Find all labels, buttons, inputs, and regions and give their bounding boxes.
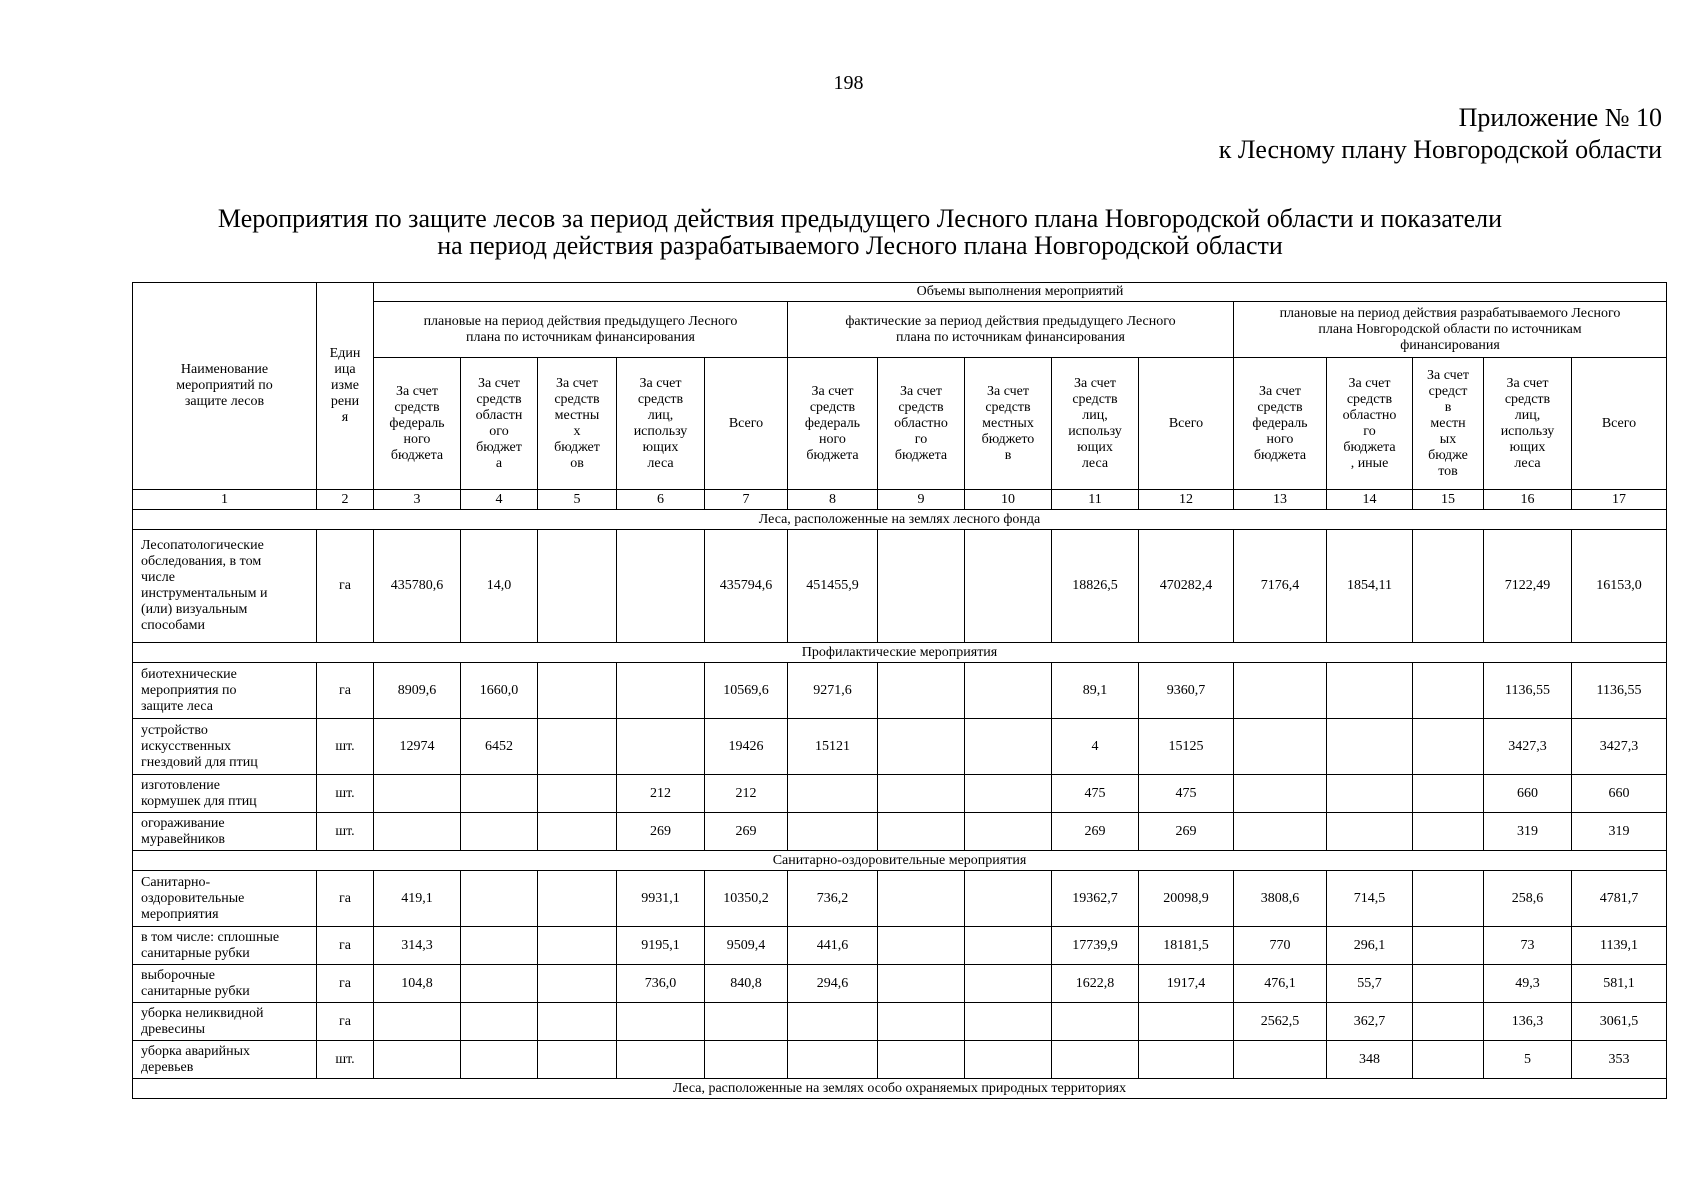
value-cell: [705, 1041, 788, 1079]
value-cell: [617, 663, 705, 719]
value-cell: 435794,6: [705, 530, 788, 643]
measure-name: уборка аварийных деревьев: [133, 1041, 317, 1079]
header-subcolumn: За счет средств федераль ного бюджета: [374, 358, 461, 490]
table-row: [133, 927, 1667, 965]
value-cell: 3427,3: [1484, 719, 1572, 775]
section-title: Леса, расположенные на землях лесного фонда: [133, 510, 1667, 530]
header-subcolumn: Всего: [1139, 358, 1234, 490]
value-cell: 3808,6: [1234, 871, 1327, 927]
value-cell: [1327, 719, 1413, 775]
value-cell: [1413, 1041, 1484, 1079]
value-cell: 258,6: [1484, 871, 1572, 927]
table-row: [133, 663, 1667, 719]
value-cell: [1413, 530, 1484, 643]
value-cell: 212: [705, 775, 788, 813]
measure-unit: шт.: [317, 1041, 374, 1079]
header-volumes: Объемы выполнения мероприятий: [374, 283, 1667, 302]
value-cell: 435780,6: [374, 530, 461, 643]
value-cell: [788, 813, 878, 851]
header-subcolumn: Всего: [705, 358, 788, 490]
header-subcolumn: За счет средств лиц, использу ющих леса: [1484, 358, 1572, 490]
table-row: [133, 965, 1667, 1003]
header-subcolumn: За счет средств областно го бюджета , иные: [1327, 358, 1413, 490]
measure-unit: га: [317, 965, 374, 1003]
value-cell: [965, 965, 1052, 1003]
value-cell: 294,6: [788, 965, 878, 1003]
section-row: [133, 851, 1667, 871]
value-cell: [461, 775, 538, 813]
measure-name: изготовление кормушек для птиц: [133, 775, 317, 813]
table-row: [133, 1041, 1667, 1079]
column-number: 10: [965, 490, 1052, 510]
value-cell: 470282,4: [1139, 530, 1234, 643]
value-cell: [878, 813, 965, 851]
value-cell: 1136,55: [1484, 663, 1572, 719]
value-cell: 5: [1484, 1041, 1572, 1079]
table-row: [133, 719, 1667, 775]
value-cell: 55,7: [1327, 965, 1413, 1003]
appendix-heading: [1219, 102, 1662, 166]
column-number: 12: [1139, 490, 1234, 510]
value-cell: 319: [1484, 813, 1572, 851]
value-cell: 736,2: [788, 871, 878, 927]
value-cell: 348: [1327, 1041, 1413, 1079]
value-cell: [617, 1041, 705, 1079]
value-cell: [878, 965, 965, 1003]
measure-unit: шт.: [317, 813, 374, 851]
value-cell: [1139, 1041, 1234, 1079]
table-row: [133, 1003, 1667, 1041]
value-cell: [965, 1003, 1052, 1041]
value-cell: [538, 530, 617, 643]
table-row: [133, 813, 1667, 851]
section-row: [133, 643, 1667, 663]
value-cell: [538, 1041, 617, 1079]
column-number: 2: [317, 490, 374, 510]
value-cell: [878, 927, 965, 965]
value-cell: 840,8: [705, 965, 788, 1003]
value-cell: 269: [1139, 813, 1234, 851]
header-subcolumn: За счет средств лиц, использу ющих леса: [1052, 358, 1139, 490]
value-cell: [965, 530, 1052, 643]
measure-name: огораживание муравейников: [133, 813, 317, 851]
value-cell: 10350,2: [705, 871, 788, 927]
column-number: 15: [1413, 490, 1484, 510]
value-cell: 4: [1052, 719, 1139, 775]
measure-name: в том числе: сплошные санитарные рубки: [133, 927, 317, 965]
column-number: 9: [878, 490, 965, 510]
table-body: [133, 283, 1667, 1099]
value-cell: 362,7: [1327, 1003, 1413, 1041]
value-cell: 581,1: [1572, 965, 1667, 1003]
header-name: Наименование мероприятий по защите лесов: [133, 283, 317, 490]
value-cell: 770: [1234, 927, 1327, 965]
header-column-numbers-row: [133, 490, 1667, 510]
value-cell: [878, 1003, 965, 1041]
column-number: 5: [538, 490, 617, 510]
header-group-planned-new: плановые на период действия разрабатываемого Лесного плана Новгородской области по источникам финансирования: [1234, 302, 1667, 358]
value-cell: 49,3: [1484, 965, 1572, 1003]
value-cell: 441,6: [788, 927, 878, 965]
document-title-line-1: Мероприятия по защите лесов за период действия предыдущего Лесного плана Новгородской области и показатели: [217, 204, 1503, 233]
value-cell: [538, 775, 617, 813]
value-cell: [878, 719, 965, 775]
measure-name: Санитарно- оздоровительные мероприятия: [133, 871, 317, 927]
value-cell: 73: [1484, 927, 1572, 965]
column-number: 11: [1052, 490, 1139, 510]
value-cell: [461, 1003, 538, 1041]
value-cell: 3061,5: [1572, 1003, 1667, 1041]
value-cell: [965, 927, 1052, 965]
value-cell: [878, 775, 965, 813]
measure-unit: шт.: [317, 719, 374, 775]
value-cell: [1234, 663, 1327, 719]
value-cell: 9195,1: [617, 927, 705, 965]
value-cell: 3427,3: [1572, 719, 1667, 775]
measures-table: [132, 282, 1667, 1099]
value-cell: [965, 775, 1052, 813]
value-cell: 20098,9: [1139, 871, 1234, 927]
value-cell: 1854,11: [1327, 530, 1413, 643]
value-cell: 6452: [461, 719, 538, 775]
value-cell: [538, 663, 617, 719]
value-cell: [878, 663, 965, 719]
section-title: Санитарно-оздоровительные мероприятия: [133, 851, 1667, 871]
value-cell: 1139,1: [1572, 927, 1667, 965]
value-cell: 12974: [374, 719, 461, 775]
value-cell: 660: [1484, 775, 1572, 813]
measure-unit: га: [317, 927, 374, 965]
value-cell: [374, 775, 461, 813]
value-cell: [788, 1041, 878, 1079]
value-cell: 1917,4: [1139, 965, 1234, 1003]
value-cell: 8909,6: [374, 663, 461, 719]
value-cell: [1413, 663, 1484, 719]
value-cell: 7122,49: [1484, 530, 1572, 643]
value-cell: [1413, 927, 1484, 965]
measure-name: устройство искусственных гнездовий для птиц: [133, 719, 317, 775]
page-number: 198: [833, 72, 864, 94]
value-cell: [538, 965, 617, 1003]
value-cell: [788, 775, 878, 813]
column-number: 8: [788, 490, 878, 510]
value-cell: [878, 871, 965, 927]
value-cell: [878, 1041, 965, 1079]
value-cell: 353: [1572, 1041, 1667, 1079]
value-cell: 2562,5: [1234, 1003, 1327, 1041]
value-cell: [1413, 719, 1484, 775]
value-cell: 714,5: [1327, 871, 1413, 927]
value-cell: [461, 1041, 538, 1079]
column-number: 16: [1484, 490, 1572, 510]
table-row: [133, 775, 1667, 813]
value-cell: [1234, 1041, 1327, 1079]
measure-name: биотехнические мероприятия по защите леса: [133, 663, 317, 719]
value-cell: [461, 871, 538, 927]
value-cell: [965, 719, 1052, 775]
column-number: 6: [617, 490, 705, 510]
value-cell: 212: [617, 775, 705, 813]
column-number: 14: [1327, 490, 1413, 510]
value-cell: 17739,9: [1052, 927, 1139, 965]
value-cell: [538, 719, 617, 775]
section-row: [133, 1079, 1667, 1099]
column-number: 3: [374, 490, 461, 510]
column-number: 4: [461, 490, 538, 510]
value-cell: 476,1: [1234, 965, 1327, 1003]
value-cell: [1413, 965, 1484, 1003]
value-cell: [461, 927, 538, 965]
value-cell: [878, 530, 965, 643]
value-cell: 4781,7: [1572, 871, 1667, 927]
value-cell: 296,1: [1327, 927, 1413, 965]
value-cell: 9360,7: [1139, 663, 1234, 719]
value-cell: 475: [1139, 775, 1234, 813]
section-title: Леса, расположенные на землях особо охраняемых природных территориях: [133, 1079, 1667, 1099]
column-number: 1: [133, 490, 317, 510]
measure-name: выборочные санитарные рубки: [133, 965, 317, 1003]
column-number: 17: [1572, 490, 1667, 510]
value-cell: 419,1: [374, 871, 461, 927]
header-subcolumn: За счет средств областн ого бюджет а: [461, 358, 538, 490]
value-cell: [538, 871, 617, 927]
value-cell: 9931,1: [617, 871, 705, 927]
value-cell: [705, 1003, 788, 1041]
value-cell: 10569,6: [705, 663, 788, 719]
value-cell: [1139, 1003, 1234, 1041]
header-subcolumn: За счет средств федераль ного бюджета: [788, 358, 878, 490]
value-cell: 1660,0: [461, 663, 538, 719]
value-cell: 9509,4: [705, 927, 788, 965]
value-cell: [1234, 719, 1327, 775]
appendix-line-1: Приложение № 10: [1458, 103, 1662, 132]
value-cell: 1136,55: [1572, 663, 1667, 719]
header-subcolumn: За счет средств федераль ного бюджета: [1234, 358, 1327, 490]
header-subcolumn: За счет средств лиц, использу ющих леса: [617, 358, 705, 490]
value-cell: [461, 965, 538, 1003]
value-cell: [788, 1003, 878, 1041]
value-cell: [538, 813, 617, 851]
value-cell: 1622,8: [1052, 965, 1139, 1003]
value-cell: 319: [1572, 813, 1667, 851]
value-cell: [1413, 813, 1484, 851]
value-cell: 660: [1572, 775, 1667, 813]
value-cell: 314,3: [374, 927, 461, 965]
value-cell: [374, 813, 461, 851]
value-cell: [1052, 1041, 1139, 1079]
value-cell: 269: [1052, 813, 1139, 851]
header-group-actual-prev: фактические за период действия предыдущего Лесного плана по источникам финансирования: [788, 302, 1234, 358]
value-cell: 18181,5: [1139, 927, 1234, 965]
measure-unit: га: [317, 663, 374, 719]
value-cell: 89,1: [1052, 663, 1139, 719]
header-subcolumn: За счет средств местных бюджето в: [965, 358, 1052, 490]
value-cell: [1413, 1003, 1484, 1041]
value-cell: 104,8: [374, 965, 461, 1003]
header-group-planned-prev: плановые на период действия предыдущего Лесного плана по источникам финансирования: [374, 302, 788, 358]
value-cell: [965, 871, 1052, 927]
measure-unit: га: [317, 1003, 374, 1041]
value-cell: [1327, 775, 1413, 813]
value-cell: [1234, 775, 1327, 813]
column-number: 13: [1234, 490, 1327, 510]
value-cell: 15125: [1139, 719, 1234, 775]
value-cell: [538, 1003, 617, 1041]
document-title-line-2: на период действия разрабатываемого Лесного плана Новгородской области: [437, 231, 1283, 260]
value-cell: [1327, 663, 1413, 719]
value-cell: [1413, 871, 1484, 927]
document-title: [150, 205, 1570, 259]
value-cell: [617, 1003, 705, 1041]
value-cell: [965, 1041, 1052, 1079]
measure-name: Лесопатологические обследования, в том числе инструментальным и (или) визуальным способами: [133, 530, 317, 643]
value-cell: 269: [705, 813, 788, 851]
header-subcolumn: Всего: [1572, 358, 1667, 490]
measure-name: уборка неликвидной древесины: [133, 1003, 317, 1041]
value-cell: [374, 1003, 461, 1041]
value-cell: 15121: [788, 719, 878, 775]
header-subcolumn: За счет средст в местн ых бюдже тов: [1413, 358, 1484, 490]
header-unit: Един ица изме рени я: [317, 283, 374, 490]
value-cell: 7176,4: [1234, 530, 1327, 643]
column-number: 7: [705, 490, 788, 510]
value-cell: 19426: [705, 719, 788, 775]
value-cell: [374, 1041, 461, 1079]
value-cell: [1327, 813, 1413, 851]
measure-unit: шт.: [317, 775, 374, 813]
measure-unit: га: [317, 871, 374, 927]
value-cell: [617, 530, 705, 643]
measure-unit: га: [317, 530, 374, 643]
value-cell: 18826,5: [1052, 530, 1139, 643]
value-cell: 14,0: [461, 530, 538, 643]
table-row: [133, 871, 1667, 927]
value-cell: [538, 927, 617, 965]
header-subcolumn: За счет средств областно го бюджета: [878, 358, 965, 490]
section-title: Профилактические мероприятия: [133, 643, 1667, 663]
value-cell: [461, 813, 538, 851]
value-cell: 136,3: [1484, 1003, 1572, 1041]
value-cell: 16153,0: [1572, 530, 1667, 643]
value-cell: 269: [617, 813, 705, 851]
value-cell: 736,0: [617, 965, 705, 1003]
table-row: [133, 530, 1667, 643]
value-cell: [1052, 1003, 1139, 1041]
value-cell: 475: [1052, 775, 1139, 813]
value-cell: 9271,6: [788, 663, 878, 719]
value-cell: 19362,7: [1052, 871, 1139, 927]
value-cell: [617, 719, 705, 775]
section-row: [133, 510, 1667, 530]
value-cell: [965, 813, 1052, 851]
header-subcolumn: За счет средств местны х бюджет ов: [538, 358, 617, 490]
value-cell: 451455,9: [788, 530, 878, 643]
value-cell: [1234, 813, 1327, 851]
appendix-line-2: к Лесному плану Новгородской области: [1218, 135, 1662, 164]
value-cell: [1413, 775, 1484, 813]
value-cell: [965, 663, 1052, 719]
